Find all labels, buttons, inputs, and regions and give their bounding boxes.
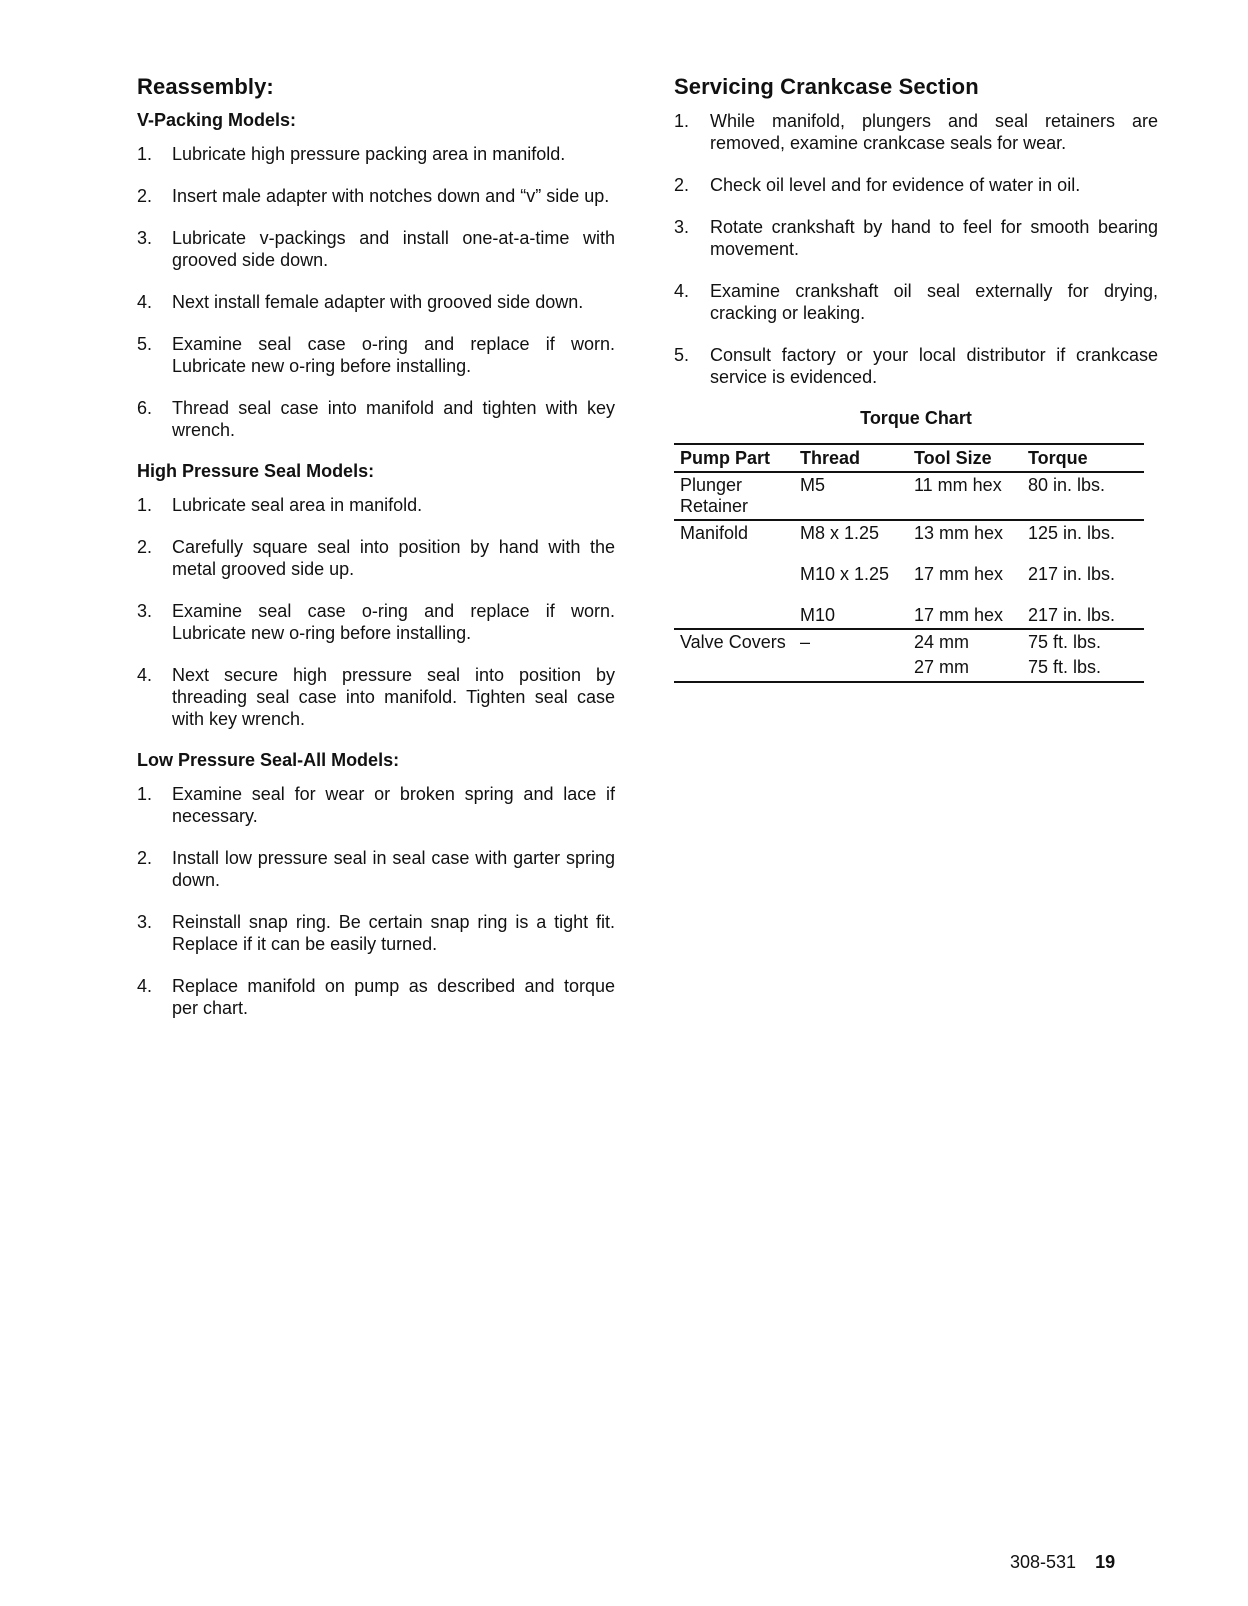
column-header: Tool Size (908, 444, 1022, 472)
table-cell (674, 655, 794, 682)
table-row (674, 472, 1144, 520)
table-cell: M5 (800, 475, 826, 495)
table-row (674, 546, 1144, 587)
column-header: Torque (1022, 444, 1144, 472)
high-pressure-seal-steps (137, 494, 615, 730)
table-cell (674, 546, 794, 587)
table-cell: 217 in. lbs. (1028, 605, 1116, 625)
reassembly-title: Reassembly: (137, 74, 274, 99)
table-cell (794, 655, 908, 682)
low-pressure-seal-steps (137, 783, 615, 1019)
page-footer (1010, 1552, 1115, 1573)
list-item: 2. Install low pressure seal in seal case with garter spring down. (137, 848, 615, 890)
right-column (674, 74, 1158, 683)
list-item: 3. Reinstall snap ring. Be certain snap ring is a tight fit. Replace if it can be easily turned. (137, 912, 615, 954)
list-item: 2. Insert male adapter with notches down and “v” side up. (137, 186, 610, 206)
table-header-row (674, 444, 1144, 472)
list-item: 3. Lubricate v-packings and install one-at-a-time with grooved side down. (137, 228, 615, 270)
table-cell (674, 587, 794, 629)
list-item: 1. Lubricate seal area in manifold. (137, 495, 423, 515)
page-number: 19 (1095, 1552, 1116, 1572)
table-cell: 217 in. lbs. (1028, 564, 1116, 584)
list-item: 4. Next install female adapter with grooved side down. (137, 292, 584, 312)
table-cell: 24 mm (908, 629, 1022, 655)
table-cell: 125 in. lbs. (1022, 520, 1144, 546)
table-cell: 75 ft. lbs. (1022, 655, 1144, 682)
table-cell: Plunger Retainer (680, 475, 749, 516)
table-cell: 11 mm hex (914, 475, 1002, 495)
table-cell: 80 in. lbs. (1028, 475, 1106, 495)
left-column (137, 74, 615, 1039)
table-row (674, 587, 1144, 629)
list-item: 5. Examine seal case o-ring and replace if worn. Lubricate new o-ring before installing. (137, 334, 615, 376)
list-item: 4. Examine crankshaft oil seal externally for drying, cracking or leaking. (674, 281, 1158, 323)
column-header: Pump Part (674, 444, 794, 472)
table-cell: Manifold (674, 520, 794, 546)
table-cell: – (794, 629, 908, 655)
list-item: 5. Consult factory or your local distributor if crankcase service is evidenced. (674, 345, 1158, 387)
list-item: 1. Examine seal for wear or broken spring and lace if necessary. (137, 784, 615, 826)
list-item: 6. Thread seal case into manifold and tighten with key wrench. (137, 398, 615, 440)
list-item: 2. Check oil level and for evidence of water in oil. (674, 175, 1081, 195)
v-packing-steps (137, 143, 615, 441)
column-header: Thread (794, 444, 908, 472)
table-cell: 13 mm hex (908, 520, 1022, 546)
v-packing-heading: V-Packing Models: (137, 110, 297, 130)
list-item: 2. Carefully square seal into position by hand with the metal grooved side up. (137, 537, 615, 579)
torque-chart-title: Torque Chart (860, 408, 972, 428)
crankcase-steps (674, 110, 1158, 388)
servicing-crankcase-title: Servicing Crankcase Section (674, 74, 979, 99)
high-pressure-seal-heading: High Pressure Seal Models: (137, 461, 375, 481)
table-cell: M8 x 1.25 (794, 520, 908, 546)
table-cell: 17 mm hex (914, 564, 1004, 584)
document-number: 308-531 (1010, 1552, 1077, 1572)
list-item: 3. Examine seal case o-ring and replace if worn. Lubricate new o-ring before installing. (137, 601, 615, 643)
table-row (674, 629, 1144, 655)
table-row (674, 655, 1144, 682)
low-pressure-seal-heading: Low Pressure Seal-All Models: (137, 750, 400, 770)
table-cell: 27 mm (908, 655, 1022, 682)
table-cell: Valve Covers (674, 629, 794, 655)
table-cell: M10 x 1.25 (800, 564, 890, 584)
list-item: 3. Rotate crankshaft by hand to feel for smooth bearing movement. (674, 217, 1158, 259)
torque-chart-table (674, 443, 1144, 683)
table-cell: M10 (800, 605, 836, 625)
table-cell: 75 ft. lbs. (1022, 629, 1144, 655)
list-item: 1. While manifold, plungers and seal retainers are removed, examine crankcase seals for wear. (674, 111, 1158, 153)
table-row (674, 520, 1144, 546)
list-item: 1. Lubricate high pressure packing area in manifold. (137, 144, 566, 164)
list-item: 4. Next secure high pressure seal into position by threading seal case into manifold. Tighten seal case with key wrench. (137, 665, 615, 729)
table-cell: 17 mm hex (914, 605, 1004, 625)
list-item: 4. Replace manifold on pump as described and torque per chart. (137, 976, 615, 1018)
